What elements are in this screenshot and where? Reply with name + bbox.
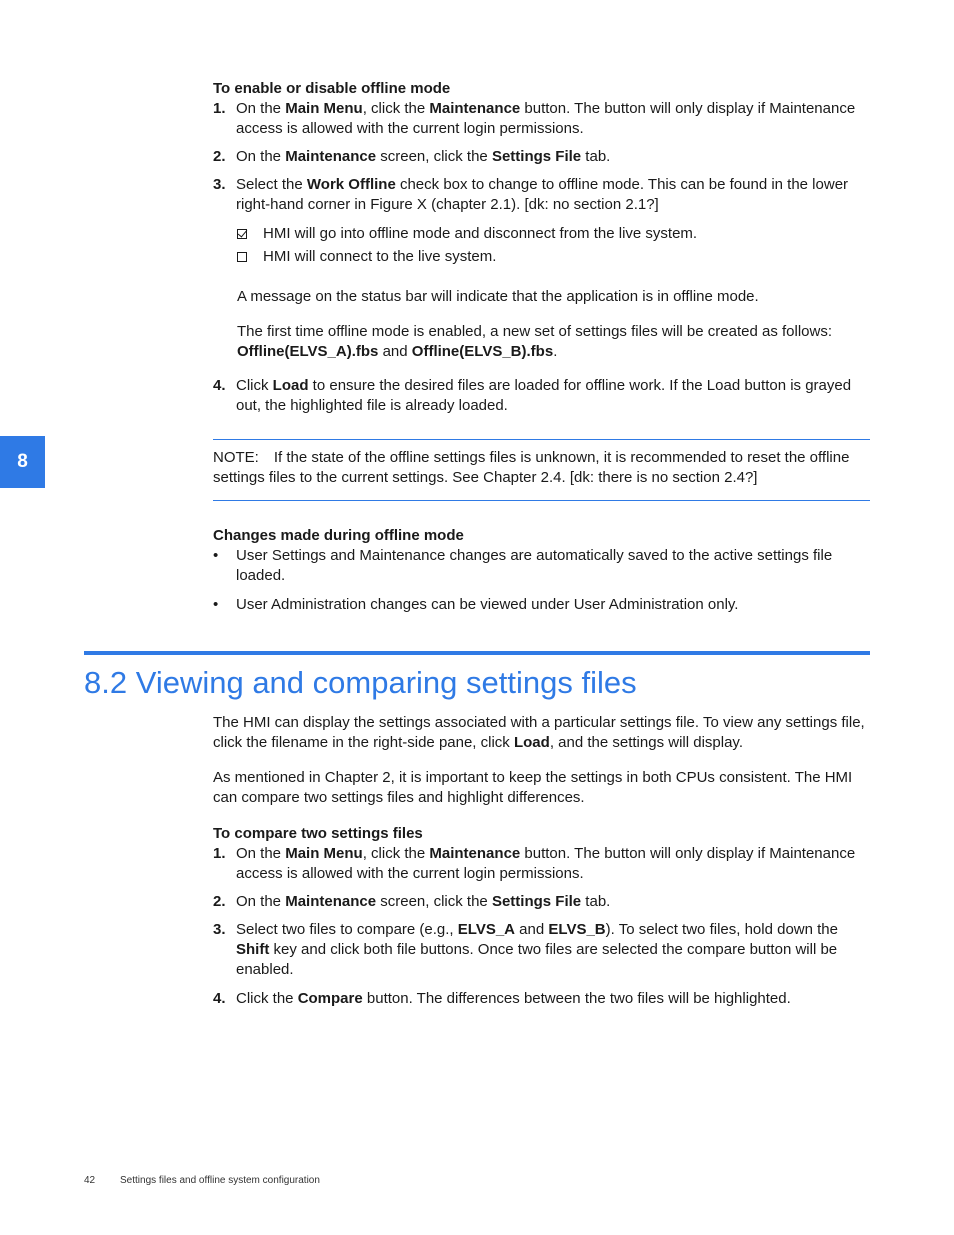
offline-step-2 xyxy=(213,147,870,167)
step-number: 4. xyxy=(213,990,226,1007)
section-rule xyxy=(84,651,870,655)
note-text: If the state of the offline settings files is unknown, it is recommended to reset the offline settings files to the current settings. See Chapter 2.4. [dk: there is no section 2.4?] xyxy=(213,449,850,486)
step-text: On the Maintenance screen, click the Settings File tab. xyxy=(236,893,611,910)
checkbox-unchecked-text: HMI will connect to the live system. xyxy=(263,248,497,265)
bullet-icon: • xyxy=(213,547,219,564)
bullet-text: User Settings and Maintenance changes are automatically saved to the active settings file loaded. xyxy=(236,547,833,584)
bullet-text: User Administration changes can be viewed under User Administration only. xyxy=(236,596,739,613)
step-text: Select the Work Offline check box to change to offline mode. This can be found in the lower right-hand corner in Figure X (chapter 2.1). [dk: no section 2.1?] xyxy=(236,176,849,213)
changes-bullet xyxy=(213,546,870,586)
note-label: NOTE: xyxy=(213,449,259,466)
step-text: On the Maintenance screen, click the Settings File tab. xyxy=(236,148,611,165)
compare-step-3 xyxy=(213,920,870,980)
step-number: 3. xyxy=(213,921,226,938)
checkbox-unchecked-row xyxy=(237,247,870,267)
step-text: On the Main Menu, click the Maintenance button. The button will only display if Maintenance access is allowed with the current login permissions. xyxy=(236,100,856,137)
section-paragraph-2: As mentioned in Chapter 2, it is important to keep the settings in both CPUs consistent. The HMI can compare two settings files and highlight differences. xyxy=(213,769,853,806)
checkbox-checked-row xyxy=(237,224,870,244)
checkbox-checked-text: HMI will go into offline mode and disconnect from the live system. xyxy=(263,225,698,242)
section-paragraph-1: The HMI can display the settings associated with a particular settings file. To view any settings file, click the filename in the right-side pane, click Load, and the settings will display. xyxy=(213,714,865,751)
chapter-tab: 8 xyxy=(0,436,45,488)
compare-step-1 xyxy=(213,844,870,884)
compare-heading: To compare two settings files xyxy=(213,825,423,842)
step-number: 2. xyxy=(213,893,226,910)
offline-step-1 xyxy=(213,99,870,139)
changes-heading: Changes made during offline mode xyxy=(213,527,464,544)
note xyxy=(213,448,870,488)
status-bar-paragraph: A message on the status bar will indicate that the application is in offline mode. xyxy=(237,288,759,305)
note-bottom-rule xyxy=(213,500,870,501)
step-text: Click the Compare button. The differences between the two files will be highlighted. xyxy=(236,990,791,1007)
page-number: 42 xyxy=(84,1175,96,1186)
section-title: 8.2 Viewing and comparing settings files xyxy=(84,665,637,700)
note-top-rule xyxy=(213,439,870,440)
step-number: 4. xyxy=(213,377,226,394)
first-time-paragraph: The first time offline mode is enabled, a new set of settings files will be created as follows: Offline(ELVS_A).fbs and Offline(ELVS_B).fbs. xyxy=(237,323,833,360)
step-number: 1. xyxy=(213,845,226,862)
offline-step-3 xyxy=(213,175,870,215)
step-number: 2. xyxy=(213,148,226,165)
checked-checkbox-icon xyxy=(237,229,247,239)
step-text: Click Load to ensure the desired files are loaded for offline work. If the Load button is grayed out, the highlighted file is already loaded. xyxy=(236,377,852,414)
offline-step-4 xyxy=(213,376,870,416)
changes-bullet xyxy=(213,595,870,615)
bullet-icon: • xyxy=(213,596,219,613)
compare-step-4 xyxy=(213,989,870,1009)
unchecked-checkbox-icon xyxy=(237,252,247,262)
offline-heading: To enable or disable offline mode xyxy=(213,80,451,97)
compare-step-2 xyxy=(213,892,870,912)
step-number: 1. xyxy=(213,100,226,117)
step-number: 3. xyxy=(213,176,226,193)
footer-title: Settings files and offline system configuration xyxy=(120,1175,320,1186)
step-text: On the Main Menu, click the Maintenance button. The button will only display if Maintenance access is allowed with the current login permissions. xyxy=(236,845,856,882)
step-text: Select two files to compare (e.g., ELVS_A and ELVS_B). To select two files, hold down the Shift key and click both file buttons. Once two files are selected the compare button will be enabled. xyxy=(236,921,838,978)
